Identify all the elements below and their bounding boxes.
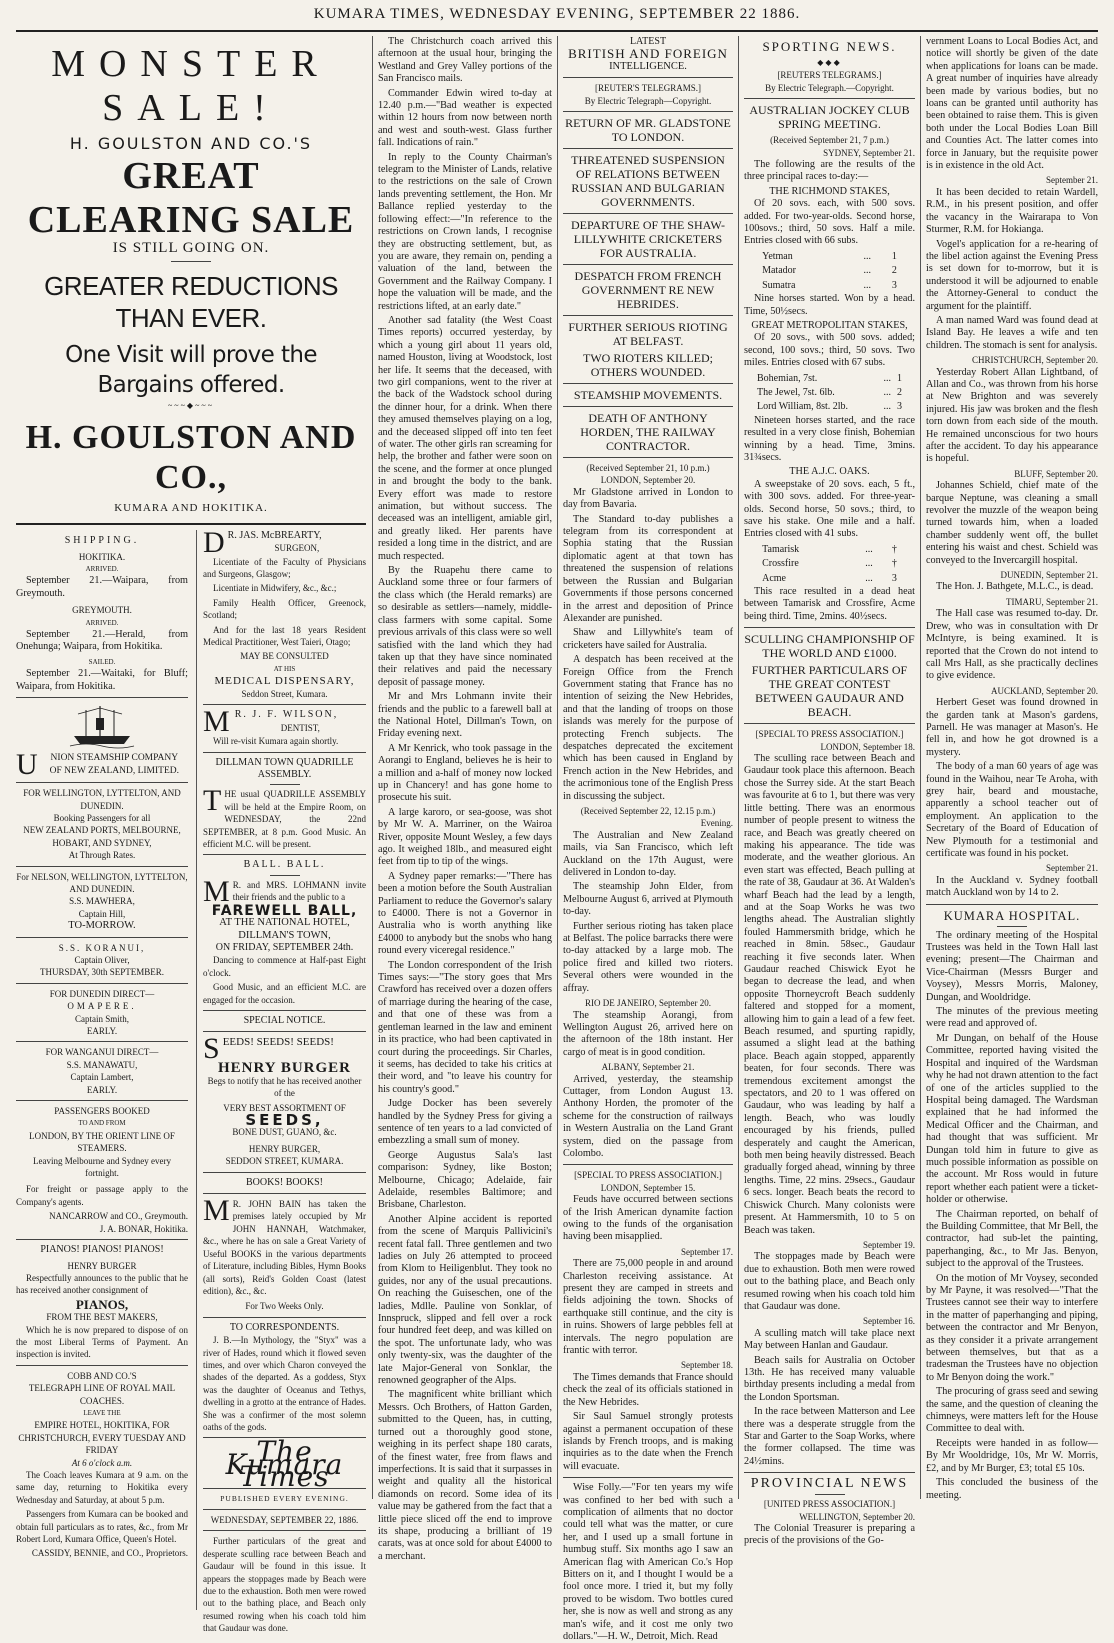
ball-text: R. and MRS. LOHMANN invite their friends and the public to a xyxy=(232,879,366,903)
headline: FURTHER PARTICULARS OF THE GREAT CONTEST BETWEEN GAUDAUR AND BEACH. xyxy=(751,663,908,720)
article-paragraph: There are 75,000 people in and around Charleston receiving assistance. At present they are camped in streets and fields adjoining the town. Shocks of earthquake still continue, and the city is in ruins. Showers of large pebbles fell at intervals. The negro population are frantic with terror. xyxy=(563,1258,733,1357)
dateline: LONDON, September 15. xyxy=(600,1182,696,1193)
article-paragraph: The minutes of the previous meeting were read and approved of. xyxy=(926,1006,1098,1030)
special-title: SPECIAL NOTICE. xyxy=(243,1015,326,1026)
dateline: SYDNEY, September 21. xyxy=(823,147,915,158)
ship-sailing: EARLY. xyxy=(86,1026,118,1036)
pianos-makers: FROM THE BEST MAKERS, xyxy=(46,1312,158,1323)
article-paragraph: The Standard to-day publishes a telegram from its correspondent at Sophia stating that the Russian diplomatic agent at that town has threatened the suspension of relations between the Russian and Bulgarian Governments if those persons concerned in the arrest and deposition of Prince Alexander are punished. xyxy=(563,513,733,624)
article-paragraph: Arrived, yesterday, the steamship Cuttager, from London August 13. Anthony Horden, the promoter of the scheme for the construction of railways in Western Australia on the Land Grant system, died on the passage from Colombo. xyxy=(563,1073,733,1159)
mcbrearty-text: Licentiate in Midwifery, &c., &c.; xyxy=(213,583,337,594)
article-paragraph: The magnificent white brilliant which Messrs. Och Brothers, of Hatton Garden, submitted to the Queen, has, in cutting, turned out a thoroughly good stone, weighing in its perfect shape 180 carats, of the finest water, free from flaws and imperfections. It is said that it surpasses in weight and quality all the historical diamonds on record. Some idea of its value may be gathered from the fact that a little piece sliced off the end to improve its shape, producing a brilliant of 19 carats, was at once sold for about £4000 to a merchant. xyxy=(378,1389,552,1562)
headline: SCULLING CHAMPIONSHIP OF THE WORLD AND £1000. xyxy=(744,632,915,661)
cobb-line: TELEGRAPH LINE OF ROYAL MAIL COACHES. xyxy=(28,1383,176,1406)
mcbrearty-text: Family Health Officer, Greenock, Scotland; xyxy=(203,597,366,621)
article-paragraph: The steamship John Elder, from Melbourne August 6, arrived at Plymouth to-day. xyxy=(563,881,733,918)
article-paragraph: The Chairman reported, on behalf of the Building Committee, that Mr Bell, the contractor, had sub-let the painting, paperhanging, &c., to Mr Jas. Benyon, subject to the approval of the Trustees. xyxy=(926,1208,1098,1270)
dateline: RIO DE JANEIRO, September 20. xyxy=(585,998,711,1009)
mcbrearty-text: Licentiate of the Faculty of Physicians and Surgeons, Glasgow; xyxy=(203,556,366,580)
headline: DEATH OF ANTHONY HORDEN, THE RAILWAY CONTRACTOR. xyxy=(580,411,716,454)
books-two-weeks: For Two Weeks Only. xyxy=(245,1301,324,1312)
reuters-label: [REUTER'S TELEGRAMS.] xyxy=(595,83,701,94)
cobb-text: Passengers from Kumara can be booked and obtain full particulars as to rates, &c., from Mr Robert Lord, Kumara Office, Queen's Hotel. xyxy=(16,1509,188,1545)
correspondents-title: TO CORRESPONDENTS. xyxy=(229,1321,340,1333)
article-paragraph: Mr and Mrs Lohmann invite their friends and the public to a farewell ball at the National Hotel, Dillman's Town, on Friday evening next. xyxy=(378,691,552,740)
ornament: ~~~◆~~~ xyxy=(167,400,215,410)
paper-published: PUBLISHED EVERY EVENING. xyxy=(220,1493,349,1503)
article-paragraph: The steamship Aorangi, from Wellington August 26, arrived here on the afternoon of the 18th instant. Her cargo of meat is in good condition. xyxy=(563,1009,733,1058)
result-row: Acme ... 3 xyxy=(762,572,897,584)
ship-name: S.S. MANAWATU, xyxy=(66,1059,138,1070)
union-route: FOR WANGANUI DIRECT— xyxy=(45,1047,159,1058)
dateline: ALBANY, September 21. xyxy=(601,1062,695,1073)
headline: STEAMSHIP MOVEMENTS. xyxy=(573,388,723,403)
article-paragraph: Another sad fatality (the West Coast Times reports) occurred yesterday, by which a young girl about 11 years old, named Houston, living at Woodstock, lost her life. It seems that the deceased, with two girl companions, went to the river at the back of the Wadstock school during the dinner hour, for a drink. When there they amused themselves playing on a log, and the deceased slipped off into ten feet of water. The other girls ran screaming for help, the brother and father were soon on the scene, and the former at once plunged in and brought the body to the bank. Every effort was made to restore animation, but without success. The deceased was an intelligent, amiable girl, and greatly liked. Her parents have resided a long time in the district, and are much respected. xyxy=(378,314,552,562)
mcbrearty-text: And for the last 18 years Resident Medical Practitioner, West Taieri, Otago; xyxy=(203,624,366,648)
advert-columns xyxy=(16,36,366,1634)
dateline: LONDON, September 20. xyxy=(600,475,696,486)
reuters-label: [REUTERS TELEGRAMS.] xyxy=(777,70,882,81)
union-ports: NEW ZEALAND PORTS, MELBOURNE, HOBART, AND SYDNEY, xyxy=(23,825,181,848)
article-paragraph: This concluded the business of the meeting. xyxy=(926,1477,1098,1501)
shipping-text: September 21.—Waipara, from Greymouth. xyxy=(16,575,188,599)
dateline: September 19. xyxy=(863,1239,915,1250)
special-name: HENRY BURGER xyxy=(217,1060,351,1077)
race-title: THE RICHMOND STAKES, xyxy=(769,185,890,197)
union-passengers: PASSENGERS BOOKED xyxy=(54,1106,150,1117)
column-rule xyxy=(372,36,373,1499)
article-paragraph: A Mr Kenrick, who took passage in the Aorangi to England, believes he is heir to a million and a-half of money now locked up in Chancery! and has gone home to prosecute his suit. xyxy=(378,742,552,804)
pianos-terms: Which he is now prepared to dispose of on the most Liberal Terms of Payment. An inspection is invited. xyxy=(16,1324,188,1360)
dateline: BLUFF, September 20. xyxy=(1014,468,1098,479)
union-title: NION STEAMSHIP COMPANY xyxy=(50,753,179,764)
article-paragraph: The body of a man 60 years of age was found in the Waihou, near Te Aroha, with grey hair, beard and moustache, apparently a school teacher out of employment. An application to the Secretary of the Board of Education of New Plymouth for a testimonial and certificate was found in his pocket. xyxy=(926,761,1098,859)
article-paragraph: Vogel's application for a re-hearing of the libel action against the Evening Press is set down for to-morrow, but it is understood it will be adjourned to enable the Attorney-General to conduct the argument for the plaintiff. xyxy=(926,238,1098,312)
books-text: R. JOHN BAIN has taken the premises lately occupied by Mr JOHN HANNAH, Watchmaker, &c., where he has on sale a Great Variety of Useful BOOKS in the various departments of Literature, including Bibles, Hymn Books (all sorts), Reid's Golden Coast (latest edition), &c., &c. xyxy=(203,1199,366,1296)
special-street: SEDDON STREET, KUMARA. xyxy=(225,1156,344,1167)
article-paragraph: Herbert Geset was found drowned in the garden tank at Mason's gardens, Parnell. He was manager at Mason's. He fell in, and how he got drowned is a mystery. xyxy=(926,697,1098,758)
headline: RETURN OF MR. GLADSTONE TO LONDON. xyxy=(565,116,731,145)
telegraph-label: By Electric Telegraph.—Copyright. xyxy=(765,82,894,93)
special-name2: HENRY BURGER, xyxy=(248,1143,321,1154)
article-paragraph: vernment Loans to Local Bodies Act, and notice will shortly be given of the date when applications for loans can be made. A great number of inquiries have already been made by various bodies, but no loans can be granted until authority has been obtained to raise them. This is given both under the Local Bodies Loan Bill and Counties Act. The latter comes into force in January, but the requisite power is in existence in the old Act. xyxy=(926,36,1098,172)
ball-venue: AT THE NATIONAL HOTEL, xyxy=(219,917,350,929)
ship-captain: Captain Lambert, xyxy=(70,1072,134,1083)
result-row: Crossfire ... † xyxy=(762,558,897,570)
sporting-title: SPORTING NEWS. xyxy=(762,39,897,54)
article-paragraph: A large karoro, or sea-goose, was shot by Mr W. A. Marriner, on the Wairoa River, opposite Mount Wesley, a few days ago. It weighed 18lb., and measured eight feet from tip to tip of the wings. xyxy=(378,806,552,868)
article-paragraph: Yesterday Robert Allan Lightband, of Allan and Co., was thrown from his horse at New Brighton and was severely injured. His jaw was broken and the flesh torn down from each side of the mouth. He remained unconscious for two hours after the accident. To day his appearance is hopeful. xyxy=(926,366,1098,465)
ad-locations: KUMARA AND HOKITIKA. xyxy=(114,502,268,515)
special-label: [SPECIAL TO PRESS ASSOCIATION.] xyxy=(574,1170,722,1181)
dateline: September 16. xyxy=(863,1316,915,1327)
article-paragraph: The Hall case was resumed to-day. Dr. Drew, who was in consultation with Dr McIntyre, is being examined. It is reported that the Crown do not intend to call Mrs Hall, as she practically declines to give evidence. xyxy=(926,608,1098,682)
race-results xyxy=(761,543,898,586)
article-paragraph: Nineteen horses started, and the race resulted in a very close finish, Bohemian winning by a head. Time, 3mins. 31¾secs. xyxy=(744,414,915,463)
union-rates: At Through Rates. xyxy=(68,850,136,861)
article-paragraph: Mr Dungan, on behalf of the House Committee, reported having visited the Hospital and inquired of the Wardsman why he had not drawn attention to the fact of one of the articles supplied to the Hospital being damaged. The Wardsman explained that he had informed the Medical Officer and the Chairman, and had thought that was sufficient. Mr Dungan told him in future to give as much possible information as possible on the account. Mr Ross would in future report whether each patient were a ticket-holder or otherwise. xyxy=(926,1032,1099,1206)
greymouth-head: GREYMOUTH. xyxy=(72,605,132,616)
article-paragraph: The Colonial Treasurer is preparing a precis of the provisions of the Go- xyxy=(744,1523,915,1547)
ship-name: S.S. KORANUI, xyxy=(58,942,146,953)
article-paragraph: The stoppages made by Beach were due to exhaustion. Both men were rowed out to the bathing place, and Beach only resumed rowing when his coach told him that Gaudaur was done. xyxy=(744,1251,915,1312)
intelligence-head: INTELLIGENCE. xyxy=(609,60,687,72)
dateline: DUNEDIN, September 21. xyxy=(1000,570,1098,581)
ad-greater-reductions: GREATER REDUCTIONS THAN EVER. xyxy=(44,270,338,333)
union-freight: For freight or passage apply to the Company's agents. xyxy=(16,1184,188,1207)
ship-captain: Captain Smith, xyxy=(75,1013,129,1024)
dateline: AUCKLAND, September 20. xyxy=(991,685,1098,696)
subcolumn-shipping: SHIPPING. HOKITIKA. ARRIVED. September 21.—Waipara, from Greymouth. GREYMOUTH. ARRIVED. September 21.—Herald, from Onehunga; Waipara, from Hokitika. SAILED. September 21.—Waitaki, for Bluff; Waipara, from Hokitika. U NION STEAMSHIP COMPANY OF NEW ZEALAND, LIMITED. FOR WELLINGTON, LYTTELTON, AND DUNEDIN. Booking Passengers for all NEW ZEALAND PORTS, MELBOURNE, HOBART, AND SYDNEY, At Through Rates. For NELSON, WELLINGTON, LYTTELTON, AND DUNEDIN. S.S. MAWHERA, Captain Hill, TO-MORROW. S.S. KORANUI, Captain Oliver, THURSDAY, 30th SEPTEMBER. FOR DUNEDIN DIRECT— OMAPERE. Captain Smith, EARLY. FOR WANGANUI DIRECT— S.S. MANAWATU, Captain Lambert, EARLY. PASSENGERS BOOKED TO AND FROM LONDON, BY THE ORIENT LINE OF STEAMERS. Leaving Melbourne and Sydney every fortnight. For freight or passage apply to the Company's agents. NANCARROW and CO., Greymouth. J. A. BONAR, Hokitika. PIANOS! PIANOS! PIANOS! HENRY BURGER Respectfully announces to the public that he has received another consignment of PIANOS, FROM THE BEST MAKERS, Which he is now prepared to dispose of on the most Liberal Terms of Payment. An inspection is invited. COBB AND CO.'S TELEGRAPH LINE OF ROYAL MAIL COACHES. LEAVE THE EMPIRE HOTEL, HOKITIKA, FOR CHRISTCHURCH, EVERY TUESDAY AND FRIDAY At 6 o'clock a.m. The Coach leaves Kumara at 9 a.m. on the same day, returning to Hokitika every Wednesday and Saturday, at about 5 p.m. Passengers from Kumara can be booked and obtain full particulars as to rates, &c., from Mr Robert Lord, Kumara Office, Queen's Hotel. CASSIDY, BENNIE, and CO., Proprietors. xyxy=(16,534,188,1559)
united-label: [UNITED PRESS ASSOCIATION.] xyxy=(763,1499,896,1510)
headline: FURTHER SERIOUS RIOTING AT BELFAST. xyxy=(568,320,728,349)
article-paragraph: Feuds have occurred between sections of the Irish American dynamite faction owing to the funds of the organisation having been misapplied. xyxy=(563,1194,733,1243)
special-text: Begs to notify that he has received another of the xyxy=(207,1075,362,1099)
article-paragraph: Further serious rioting has taken place at Belfast. The police barracks there were to-day attacked by a large mob. The police fired and killed two rioters. Several others were wounded in the affray. xyxy=(563,920,733,994)
wilson-dentist: DENTIST, xyxy=(280,722,320,733)
masthead-rule xyxy=(16,30,1098,32)
hospital-title: KUMARA HOSPITAL. xyxy=(943,908,1081,923)
article-paragraph: A man named Ward was found dead at Island Bay. He leaves a wife and ten children. The stomach is sent for analysis. xyxy=(926,314,1098,351)
article-paragraph: In reply to the County Chairman's telegram to the Minister of Lands, relative to the restrictions on the sale of Crown lands preventing settlement, the Hon. Mr Ballance replied yesterday to the following effect:—"In reference to the restrictions on Crown lands, I recognise they are obstructing settlement, but, as you are aware, they remain on, pending a valuation of the land, between the Government and the Railway Company. I hope the valuation will be made, and the restrictions lifted, at an early date." xyxy=(378,151,552,312)
ad-still-going: IS STILL GOING ON. xyxy=(112,240,270,257)
pianos-name: HENRY BURGER xyxy=(67,1260,137,1271)
dateline: LONDON, September 18. xyxy=(820,741,915,752)
article-paragraph: The London correspondent of the Irish Times says:—"The story goes that Mrs Crawford has received over a dozen offers of marriage during the hearing of the case, and that one of these was from a gentleman learned in the law and eminent in its practice, who had been captivated in court during the proceedings. Sir Charles, it seems, has decided to take his critics at their word, and "to leave his country for his country's good." xyxy=(378,959,552,1095)
ball-date: ON FRIDAY, SEPTEMBER 24th. xyxy=(215,941,354,953)
mcbrearty-name: R. JAS. McBREARTY, xyxy=(227,529,322,541)
arrived-label: ARRIVED. xyxy=(85,618,119,627)
union-leaving: Leaving Melbourne and Sydney every fortnight. xyxy=(33,1155,171,1179)
union-route: For NELSON, WELLINGTON, LYTTELTON, AND DUNEDIN. xyxy=(16,871,188,894)
union-route: FOR WELLINGTON, LYTTELTON, AND DUNEDIN. xyxy=(23,788,181,811)
race-title: THE A.J.C. OAKS. xyxy=(789,466,870,478)
column-foreign-news xyxy=(563,36,733,1642)
cobb-leave: LEAVE THE xyxy=(83,1408,121,1417)
dateline: WELLINGTON, September 20. xyxy=(799,1511,915,1522)
article-paragraph: This race resulted in a dead heat between Tamarisk and Crossfire, Acme being third. Time, 2mins. 40½secs. xyxy=(744,586,915,622)
article-paragraph: Receipts were handed in as follow—By Mr Wooldridge, 10s, Mr W. Morris, £2, and by Mr Burger, £3; total £5 10s. xyxy=(926,1437,1098,1474)
union-london: LONDON, BY THE ORIENT LINE OF STEAMERS. xyxy=(29,1130,175,1154)
dateline: September 18. xyxy=(681,1360,733,1371)
subcolumn-notices: D R. JAS. McBREARTY, SURGEON, Licentiate of the Faculty of Physicians and Surgeons, Glasgow; Licentiate in Midwifery, &c., &c.; Family Health Officer, Greenock, Scotland; And for the last 18 years Resident Medical Practitioner, West Taieri, Otago; MAY BE CONSULTED AT HIS MEDICAL DISPENSARY, Seddon Street, Kumara. M R. J. F. WILSON, DENTIST, Will re-visit Kumara again shortly. DILLMAN TOWN QUADRILLE ASSEMBLY. THE usual QUADRILLE ASSEMBLY will be held at the Empire Room, on WEDNESDAY, the 22nd SEPTEMBER, at 8 p.m. Good Music. An efficient M.C. will be present. BALL. BALL. M R. and MRS. LOHMANN invite their friends and the public to a FAREWELL BALL, AT THE NATIONAL HOTEL, DILLMAN'S TOWN, ON FRIDAY, SEPTEMBER 24th. Dancing to commence at Half-past Eight o'clock. Good Music, and an efficient M.C. are engaged for the occasion. SPECIAL NOTICE. SEEDS! SEEDS! SEEDS! HENRY BURGER Begs to notify that he has received another of the VERY BEST ASSORTMENT OF SEEDS, BONE DUST, GUANO, &c. HENRY BURGER, SEDDON STREET, KUMARA. BOOKS! BOOKS! M R. JOHN BAIN has taken the premises lately occupied by Mr JOHN HANNAH, Watchmaker, &c., where he has on sale a Great Variety of Useful BOOKS in the various departments of Literature, including Bibles, Hymn Books (all sorts), Reid's Golden Coast (latest edition), &c., &c. For Two Weeks Only. TO CORRESPONDENTS. J. B.—In Mythology, the "Styx" was a river of Hades, round which it flowed seven times, and over which Charon conveyed the shades of the departed. As a goddess, Styx was the daughter of Oceanus and Tethys, dwelling in a grotto at the entrance of Hades. She was a confirmer of the most solemn oaths of the gods. The Kumara Times PUBLISHED EVERY EVENING. WEDNESDAY, SEPTEMBER 22, 1886. Further particulars of the great and desperate sculling race between Beach and Gaudaur will be found in this issue. It appears the stoppages made by Beach were due to the exhaustion. Both men were rowed out to the bathing place, and Beach only resumed rowing when his coach told him that Gaudaur was done. xyxy=(196,530,366,1610)
dillman-title: DILLMAN TOWN QUADRILLE ASSEMBLY. xyxy=(215,756,354,780)
article-paragraph: Beach sails for Australia on October 13th. He has received many valuable birthday presents including a medal from the London Sportsman. xyxy=(744,1354,915,1403)
ball-town: DILLMAN'S TOWN, xyxy=(238,929,331,941)
article-paragraph: Mr Gladstone arrived in London to day from Bavaria. xyxy=(563,486,733,511)
headline: TWO RIOTERS KILLED; OTHERS WOUNDED. xyxy=(583,351,713,380)
pianos-title: PIANOS! PIANOS! PIANOS! xyxy=(40,1244,164,1256)
column-news-local xyxy=(378,36,552,1562)
hokitika-head: HOKITIKA. xyxy=(78,551,126,562)
received-line: (Received September 21, 7 p.m.) xyxy=(770,135,889,146)
ship-sailing: EARLY. xyxy=(86,1084,118,1095)
article-paragraph: Nine horses started. Won by a head. Time, 50½secs. xyxy=(744,293,915,317)
result-row: Sumatra ... 3 xyxy=(762,279,897,291)
article-paragraph: Sir Saul Samuel strongly protests against a permanent occupation of these islands by French troops, and is making inquiries as to the date when the French will evacuate. xyxy=(563,1411,733,1472)
dillman-text: HE usual QUADRILLE ASSEMBLY will be held at the Empire Room, on WEDNESDAY, the 22nd SEPTEMBER, at 8 p.m. Good Music. An efficient M.C. will be present. xyxy=(203,789,366,849)
shipping-text: September 21.—Herald, from Onehunga; Waipara, from Hokitika. xyxy=(16,629,188,653)
article-paragraph: In the race between Matterson and Lee there was a desperate struggle from the Star and Garter to the Soap Works, where the former collapsed. The time was 24½mins. xyxy=(744,1406,915,1467)
cobb-empire: EMPIRE HOTEL, HOKITIKA, FOR CHRISTCHURCH, EVERY TUESDAY AND FRIDAY xyxy=(18,1420,186,1456)
article-paragraph: A sweepstake of 20 sovs. each, 5 ft., with 300 sovs. added. For three-year-olds. Second horse, 50 sovs.; third, to save his stake. One mile and a half. Entries closed with 41 subs. xyxy=(744,478,915,540)
column-rule xyxy=(557,36,558,1499)
special-seeds: SEEDS, xyxy=(245,1111,324,1130)
telegraph-label: By Electric Telegraph—Copyright. xyxy=(584,95,712,106)
british-foreign-head: BRITISH AND FOREIGN xyxy=(568,46,728,62)
article-paragraph: Another Alpine accident is reported from the scene of Marquis Pallivicini's recent fatal fall. Three gentlemen and two ladies on July 26 attempted to proceed from Klom to Heiligenblut. They took no guides, nor any of the usual precautions. On reaching the Guiseschen, one of the ladies, Mdlle. Pauline von Sonklar, of Innspruck, slipped and fell over a rock four hundred feet deep, and was killed on the spot. The unfortunate lady, who was only twenty-six, was the daughter of the late Major-General von Sonklar, the renowned geographer of the Alps. xyxy=(378,1213,552,1387)
article-paragraph: It has been decided to retain Wardell, R.M., in his present position, and offer the vacancy in the Wairarapa to Von Sturmer, R.M. for Hokianga. xyxy=(926,186,1098,236)
race-title: GREAT METROPOLITAN STAKES, xyxy=(751,319,908,331)
agent-nancarrow: NANCARROW and CO., Greymouth. xyxy=(49,1211,188,1222)
column-sporting xyxy=(744,36,915,1547)
special-label: [SPECIAL TO PRESS ASSOCIATION.] xyxy=(755,729,904,740)
ad-great-clearing: GREAT CLEARING SALE xyxy=(27,155,355,242)
dateline: September 17. xyxy=(681,1246,733,1257)
union-subtitle: OF NEW ZEALAND, LIMITED. xyxy=(49,765,180,776)
article-paragraph: The procuring of grass seed and sewing the same, and the question of cleaning the chimneys, were matters left for the House Committee to deal with. xyxy=(926,1386,1098,1435)
special-very-best: VERY BEST ASSORTMENT OF xyxy=(223,1102,346,1113)
column-rule xyxy=(920,36,921,1499)
paper-title: The Kumara Times xyxy=(225,1435,344,1494)
headline: AUSTRALIAN JOCKEY CLUB SPRING MEETING. xyxy=(749,103,910,132)
dateline: September 21. xyxy=(1046,175,1098,186)
dateline: Evening. xyxy=(700,818,733,829)
ball-title: BALL. BALL. xyxy=(243,859,326,871)
cobb-time: At 6 o'clock a.m. xyxy=(71,1457,133,1468)
race-results xyxy=(761,250,898,293)
shipping-title: SHIPPING. xyxy=(64,534,140,546)
union-route: FOR DUNEDIN DIRECT— xyxy=(49,988,155,999)
headline: DESPATCH FROM FRENCH GOVERNMENT RE NEW HEBRIDES. xyxy=(574,269,722,312)
mcbrearty-dispensary: MEDICAL DISPENSARY, xyxy=(214,675,355,688)
article-paragraph: The ordinary meeting of the Hospital Trustees was held in the Town Hall last evening; present—The Chairman and Vice-Chairman (Messrs Burger and Voysey), Messrs Morris, Maloney, Dungan, and Wooldridge. xyxy=(926,929,1098,1003)
column-rule xyxy=(738,36,739,1499)
steamship-icon xyxy=(70,702,134,748)
paper-lead: Further particulars of the great and desperate sculling race between Beach and Gaudaur will be found in this issue. It appears the stoppages made by Beach were due to the exhaustion. Both men were rowed out to the bathing place, and Beach only resumed rowing when his coach told him that Gaudaur was done. xyxy=(203,1536,366,1634)
column-provincial xyxy=(926,36,1098,1499)
result-row: Bohemian, 7st. ... 1 xyxy=(756,372,903,384)
wilson-name: R. J. F. WILSON, xyxy=(234,709,339,721)
latest-label: LATEST xyxy=(629,36,667,47)
article-paragraph: A Sydney paper remarks:—"There has been a motion before the South Australian Parliament to reduce the Governor's salary to £4000. There is not a Governor in Australia who is worth anything like £4000 to anybody but the snobs who hang round every viceregal residence." xyxy=(378,870,552,957)
race-results xyxy=(756,372,903,415)
ball-farewell: FAREWELL BALL, xyxy=(211,902,358,919)
correspondents-text: J. B.—In Mythology, the "Styx" was a river of Hades, round which it flowed seven times, and over which Charon conveyed the shades of the departed. As a goddess, Styx was the daughter of Oceanus and Tethys, dwelling in a grotto at the entrance of Hades. She was a confirmer of the most solemn oaths of the gods. xyxy=(203,1335,366,1432)
article-paragraph: The Hon. J. Bathgete, M.L.C., is dead. xyxy=(936,581,1094,593)
ad-monster-sale: MONSTER SALE! xyxy=(51,43,331,129)
article-paragraph: A despatch has been received at the Foreign Office from the French Government stating that France has no intention of seizing the New Hebrides, and that the landing of troops on those islands was merely for the purpose of protecting French subjects. The despatches deprecated the excitement which has been caused in England by French action in the New Hebrides, and the acrimonious tone of the English Press in discussing the subject. xyxy=(563,654,733,802)
article-paragraph: The sculling race between Beach and Gaudaur took place this afternoon. Beach chose the Surrey side. At the start Beach was favourite at 6 to 1, but there was very little betting. There was an enormous number of people present to witness the race, and Beach was greatly cheered on making his appearance. The tide was moderate, and the weather glorious. An even start was effected, Beach pulling at the rate of 38, Gaudaur at 36. At Walden's wharf Beach had the lead by a length, and at the Soap Works he was two lengths ahead. The Australian slightly fouled Hammersmith bridge, which he reached in 8min. 58sec., Gaudaur reaching it five seconds later. When Gaudaur reached Chiswick Eyot he began to decrease the lead, and when opposite Thorneycroft Beach suddenly faltered and stopped for a moment, allowing him to gain a lead of a few feet. Beach resumed, and spurting rapidly, assumed a slight lead at the bathing place. Beach again stopped, apparently beaten, for four seconds. There was tremendous excitement amongst the spectators, and 20 to 1 was offered on Gaudaur, who was leading by half a length. Beach, who was loudly encouraged by his friends, pulled desperately and caught the American, both men being heavily distressed. Beach gradually forged ahead, winning by three lengths. Time, 22 mins. 29secs., Gaudaur 6 secs. longer. Beach beats the record to Chiswick Church. Many colonists were present. At Hammersmith, 10 to 5 on Beach was taken. xyxy=(744,753,915,1236)
dateline: September 21. xyxy=(1046,863,1098,874)
pianos-text: Respectfully announces to the public that he has received another consignment of xyxy=(16,1272,188,1296)
arrived-label: ARRIVED. xyxy=(85,565,119,574)
seeds-title: EEDS! SEEDS! SEEDS! xyxy=(222,1036,334,1049)
article-paragraph: Shaw and Lillywhite's team of cricketers have sailed for Australia. xyxy=(563,627,733,651)
mcbrearty-street: Seddon Street, Kumara. xyxy=(241,688,328,699)
received-line: (Received September 22, 12.15 p.m.) xyxy=(580,806,716,816)
ship-name: OMAPERE. xyxy=(67,1001,137,1012)
ship-captain: Captain Hill, xyxy=(78,908,126,919)
article-paragraph: Of 20 sovs., with 500 sovs. added; second, 100 sovs.; third, 50 sovs. Two miles. Entries closed with 67 subs. xyxy=(744,332,915,369)
books-title: BOOKS! BOOKS! xyxy=(246,1176,323,1188)
sailed-label: SAILED. xyxy=(88,657,116,666)
result-row: The Jewel, 7st. 6lb. ... 2 xyxy=(756,386,903,398)
agent-bonar: J. A. BONAR, Hokitika. xyxy=(99,1223,188,1234)
ball-text3: Good Music, and an efficient M.C. are engaged for the occasion. xyxy=(203,982,366,1005)
mcbrearty-surgeon: SURGEON, xyxy=(274,543,320,554)
cobb-text: The Coach leaves Kumara at 9 a.m. on the same day, returning to Hokitika every Wednesday and Saturday, at about 5 p.m. xyxy=(16,1470,188,1505)
special-bone: BONE DUST, GUANO, &c. xyxy=(232,1127,337,1138)
received-line: (Received September 21, 10 p.m.) xyxy=(586,463,710,474)
article-paragraph: Judge Docker has been severely handled by the Sydney Press for giving a sentence of ten years to a lad convicted of embezzling a small sum of money. xyxy=(378,1098,552,1147)
article-paragraph: The Times demands that France should check the zeal of its officials stationed in the New Hebrides. xyxy=(563,1371,733,1408)
ship-sailing: TO-MORROW. xyxy=(68,920,136,932)
union-to-from: TO AND FROM xyxy=(78,1119,126,1128)
headline: THREATENED SUSPENSION OF RELATIONS BETWEEN RUSSIAN AND BULGARIAN GOVERNMENTS. xyxy=(571,153,725,210)
mcbrearty-at: AT HIS xyxy=(273,664,296,673)
ship-name: S.S. MAWHERA, xyxy=(69,896,135,907)
article-paragraph: The following are the results of the three principal races to-day:— xyxy=(744,159,915,183)
article-paragraph: In the Auckland v. Sydney football match Auckland won by 14 to 2. xyxy=(926,874,1098,899)
masthead: KUMARA TIMES, WEDNESDAY EVENING, SEPTEMBER 22 1886. xyxy=(313,6,801,22)
article-paragraph: On the motion of Mr Voysey, seconded by Mr Payne, it was resolved—"That the Trustees cannot see their way to interfere in the matter of paperhanging and piping, between the contractor and Mr Benyon, as they consider it a private arrangement between themselves, but that as a tradesman the Trustees have no objection to Mr Benyon doing the work." xyxy=(926,1272,1098,1383)
dateline: TIMARU, September 21. xyxy=(1006,596,1098,607)
paper-date: WEDNESDAY, SEPTEMBER 22, 1886. xyxy=(210,1515,359,1525)
article-paragraph: George Augustus Sala's last comparison: Sydney, like Boston; Melbourne, Chicago; Adelaide, fair Adelaide, resembles Baltimore; and Brisbane, Charleston. xyxy=(378,1149,552,1211)
result-row: Lord William, 8st. 2lb. ... 3 xyxy=(756,401,903,413)
article-paragraph: Wise Folly.—"For ten years my wife was confined to her bed with such a complication of ailments that no doctor could tell what was the matter, or cure her, and I used up a small fortune in humbug stuff. Six months ago I saw an American flag with American Co.'s Hop Bitters on it, and I thought I would be a fool once more. I tried it, but my folly proved to be wisdom. Two bottles cured her, she is now as well and strong as any man's wife, and it cost me only two dollars."—H. W., Detroit, Mich. Read xyxy=(563,1482,733,1642)
cobb-proprietors: CASSIDY, BENNIE, and CO., Proprietors. xyxy=(31,1548,188,1559)
ad-goulston-small: H. GOULSTON AND CO.'S xyxy=(69,134,313,153)
article-paragraph: The Australian and New Zealand mails, via San Francisco, which left Auckland on the 17th August, were delivered in London to-day. xyxy=(563,829,733,879)
ad-goulston-big: H. GOULSTON AND CO., xyxy=(25,419,357,497)
provincial-title: PROVINCIAL NEWS xyxy=(750,1476,909,1492)
mcbrearty-consulted: MAY BE CONSULTED xyxy=(240,651,329,662)
article-paragraph: Of 20 sovs. each, with 500 sovs. added. For two-year-olds. Second horse, 100sovs.; third, 50 sovs. Half a mile. Entries closed with 66 subs. xyxy=(744,198,915,247)
ship-captain: Captain Oliver, xyxy=(74,954,130,965)
ad-one-visit: One Visit will prove the Bargains offered. xyxy=(65,341,317,398)
union-booking: Booking Passengers for all xyxy=(53,812,151,823)
article-paragraph: Johannes Schield, chief mate of the barque Neptune, was cleaning a small revolver the muzzle of the weapon being turned towards him, when a loaded chamber suddenly went off, the bullet entering his waist and chest. Schield was conveyed to the Invercargill hospital. xyxy=(926,480,1098,566)
result-row: Yetman ... 1 xyxy=(762,250,897,262)
cobb-title: COBB AND CO.'S xyxy=(67,1370,137,1381)
article-paragraph: A sculling match will take place next May between Hanlan and Gaudaur. xyxy=(744,1327,915,1352)
wilson-text: Will re-visit Kumara again shortly. xyxy=(213,736,339,747)
headline: DEPARTURE OF THE SHAW-LILLYWHITE CRICKETERS FOR AUSTRALIA. xyxy=(570,218,725,261)
ornament: ◆◆◆ xyxy=(817,58,842,67)
article-paragraph: Commander Edwin wired to-day at 12.40 p.m.—"Bad weather is expected within 12 hours from now between north and west and south-west. Glass further fall. Indications of rain." xyxy=(378,87,552,149)
dateline: CHRISTCHURCH, September 20. xyxy=(972,355,1098,366)
shipping-text: September 21.—Waitaki, for Bluff; Waipara, from Hokitika. xyxy=(16,668,188,692)
article-paragraph: By the Ruapehu there came to Auckland some three or four farmers of the class which (the Herald remarks) are so desirable as settlers—namely, middle-class farmers with some capital. Some previous arrivals of this class were so well satisfied with the land which they had taken up that they have since nominated their relatives and paid the necessary deposit of passage money. xyxy=(378,565,552,688)
ship-sailing: THURSDAY, 30th SEPTEMBER. xyxy=(39,967,165,978)
ball-text2: Dancing to commence at Half-past Eight o'clock. xyxy=(203,955,366,978)
result-row: Matador ... 2 xyxy=(762,265,897,277)
article-paragraph: The Christchurch coach arrived this afternoon at the usual hour, bringing the Westland and Grey Valley portions of the San Francisco mails. xyxy=(378,36,552,85)
result-row: Tamarisk ... † xyxy=(762,543,897,555)
pianos-label: PIANOS, xyxy=(75,1296,129,1312)
